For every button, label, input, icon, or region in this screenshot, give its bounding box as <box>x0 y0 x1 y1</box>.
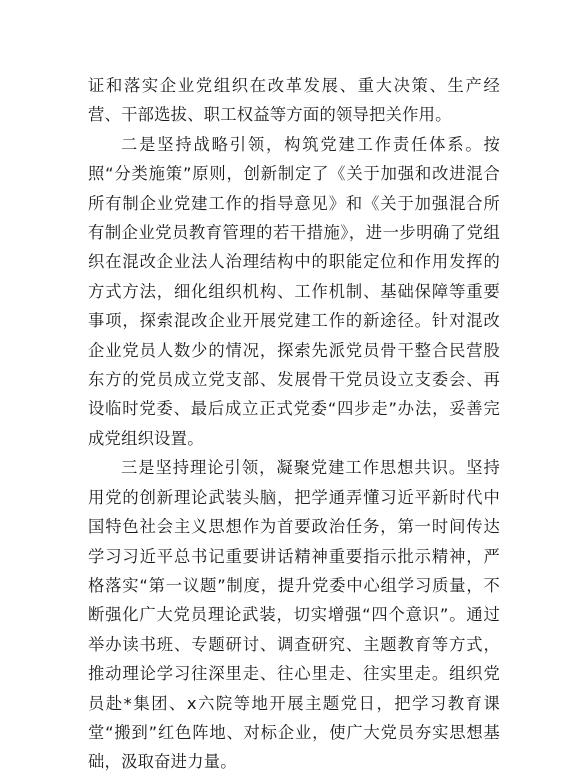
paragraph-theory-guidance: 三是坚持理论引领，凝聚党建工作思想共识。坚持用党的创新理论武装头脑，把学通弄懂习近平新时代中国特色社会主义思想作为首要政治任务，第一时间传达学习习近平总书记重要讲话精神重要指示批示精神，严格落实“第一议题”制度，提升党委中心组学习质量，不断强化广大党员理论武装，切实增强“四个意识”。通过举办读书班、专题研讨、调查研究、主题教育等方式，推动理论学习往深里走、往心里走、往实里走。组织党员赴*集团、x六院等地开展主题党日，把学习教育课堂“搬到”红色阵地、对标企业，使广大党员夯实思想基础，汲取奋进力量。 <box>88 458 500 772</box>
document-body <box>88 71 500 777</box>
paragraph-strategy-guidance: 二是坚持战略引领，构筑党建工作责任体系。按照“分类施策”原则，创新制定了《关于加强和改进混合所有制企业党建工作的指导意见》和《关于加强混合所有制企业党员教育管理的若干措施》，进一步明确了党组织在混改企业法人治理结构中的职能定位和作用发挥的方式方法，细化组织机构、工作机制、基础保障等重要事项，探索混改企业开展党建工作的新途径。针对混改企业党员人数少的情况，探索先派党员骨干整合民营股东方的党员成立党支部、发展骨干党员设立支委会、再设临时党委、最后成立正式党委“四步走”办法，妥善完成党组织设置。 <box>88 134 500 448</box>
paragraph-continuation: 证和落实企业党组织在改革发展、重大决策、生产经营、干部选拔、职工权益等方面的领导把关作用。 <box>88 76 500 125</box>
